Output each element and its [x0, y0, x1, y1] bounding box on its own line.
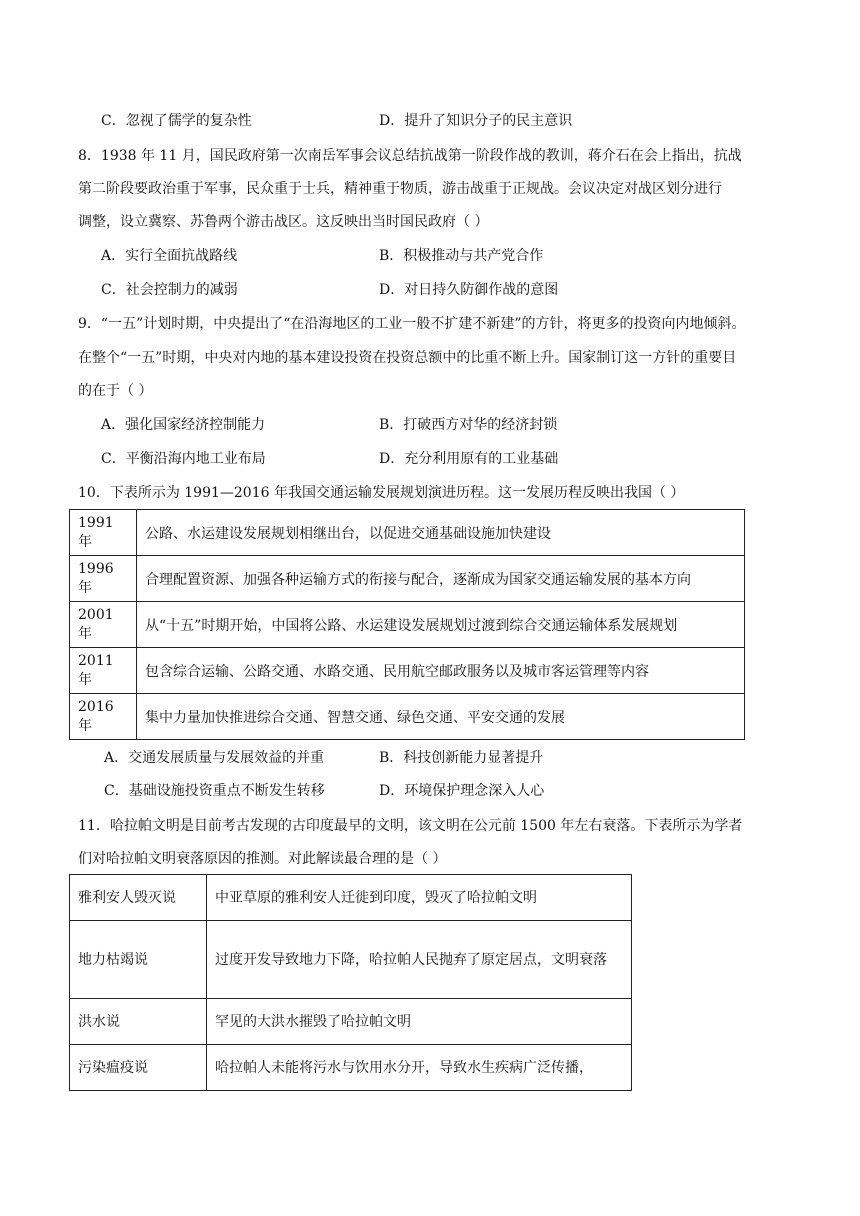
q7-option-c: C．忽视了儒学的复杂性 [101, 113, 252, 129]
q8-stem-line-3: 调整，设立冀察、苏鲁两个游击战区。这反映出当时国民政府（ ） [78, 214, 489, 230]
table-row [70, 510, 745, 556]
table-cell-theory: 洪水说 [70, 999, 207, 1045]
q9-option-b: B．打破西方对华的经济封锁 [379, 417, 558, 433]
table-row [70, 556, 745, 602]
q8-option-b: B．积极推动与共产党合作 [379, 248, 544, 264]
table-row [70, 875, 632, 921]
q10-option-c: C．基础设施投资重点不断发生转移 [104, 783, 325, 799]
q9-stem-line-1: 9．“一五”计划时期，中央提出了“在沿海地区的工业一般不扩建不新建”的方针，将更多的投资向内地倾斜。 [78, 316, 746, 332]
table-cell-text: 集中力量加快推进综合交通、智慧交通、绿色交通、平安交通的发展 [137, 694, 745, 740]
table-cell-year: 2001 年 [70, 602, 137, 648]
q11-stem-line-2: 们对哈拉帕文明衰落原因的推测。对此解读最合理的是（ ） [78, 851, 447, 867]
table-row [70, 694, 745, 740]
q10-table [69, 509, 745, 740]
table-cell-text: 哈拉帕人未能将污水与饮用水分开，导致水生疾病广泛传播， [207, 1045, 632, 1091]
q8-option-d: D．对日持久防御作战的意图 [379, 282, 559, 298]
q8-stem-line-2: 第二阶段要政治重于军事，民众重于士兵，精神重于物质，游击战重于正规战。会议决定对战区划分进行 [78, 181, 722, 197]
q7-option-d: D．提升了知识分子的民主意识 [379, 113, 573, 129]
table-row [70, 921, 632, 999]
table-cell-theory: 污染瘟疫说 [70, 1045, 207, 1091]
q9-option-a: A．强化国家经济控制能力 [101, 417, 266, 433]
table-cell-theory: 雅利安人毁灭说 [70, 875, 207, 921]
q9-option-d: D．充分利用原有的工业基础 [379, 451, 559, 467]
q10-option-d: D．环境保护理念深入人心 [379, 783, 545, 799]
table-cell-text: 罕见的大洪水摧毁了哈拉帕文明 [207, 999, 632, 1045]
q9-option-c: C．平衡沿海内地工业布局 [101, 451, 266, 467]
q11-table [69, 874, 632, 1091]
q8-option-a: A．实行全面抗战路线 [101, 248, 238, 264]
table-cell-text: 公路、水运建设发展规划相继出台，以促进交通基础设施加快建设 [137, 510, 745, 556]
table-row [70, 999, 632, 1045]
q10-option-a: A．交通发展质量与发展效益的并重 [104, 750, 325, 766]
table-cell-text: 从“十五”时期开始，中国将公路、水运建设发展规划过渡到综合交通运输体系发展规划 [137, 602, 745, 648]
q9-stem-line-3: 的在于（ ） [78, 383, 153, 399]
table-cell-text: 过度开发导致地力下降，哈拉帕人民抛弃了原定居点，文明衰落 [207, 921, 632, 999]
q10-stem: 10．下表所示为 1991—2016 年我国交通运输发展规划演进历程。这一发展历程反映出我国（ ） [78, 485, 685, 501]
table-cell-theory: 地力枯竭说 [70, 921, 207, 999]
table-cell-text: 合理配置资源、加强各种运输方式的衔接与配合，逐渐成为国家交通运输发展的基本方向 [137, 556, 745, 602]
q9-stem-line-2: 在整个“一五”时期，中央对内地的基本建设投资在投资总额中的比重不断上升。国家制订这一方针的重要目 [78, 350, 737, 366]
table-row [70, 648, 745, 694]
table-row [70, 1045, 632, 1091]
table-row [70, 602, 745, 648]
table-cell-year: 2011 年 [70, 648, 137, 694]
table-cell-text: 包含综合运输、公路交通、水路交通、民用航空邮政服务以及城市客运管理等内容 [137, 648, 745, 694]
table-cell-year: 1996 年 [70, 556, 137, 602]
table-cell-year: 2016 年 [70, 694, 137, 740]
q11-stem-line-1: 11．哈拉帕文明是目前考古发现的古印度最早的文明，该文明在公元前 1500 年左右衰落。下表所示为学者 [78, 818, 743, 834]
q8-stem-line-1: 8．1938 年 11 月，国民政府第一次南岳军事会议总结抗战第一阶段作战的教训，蒋介石在会上指出，抗战 [78, 148, 742, 164]
q8-option-c: C．社会控制力的减弱 [101, 282, 238, 298]
q10-option-b: B．科技创新能力显著提升 [379, 750, 544, 766]
table-cell-text: 中亚草原的雅利安人迁徙到印度，毁灭了哈拉帕文明 [207, 875, 632, 921]
table-cell-year: 1991 年 [70, 510, 137, 556]
